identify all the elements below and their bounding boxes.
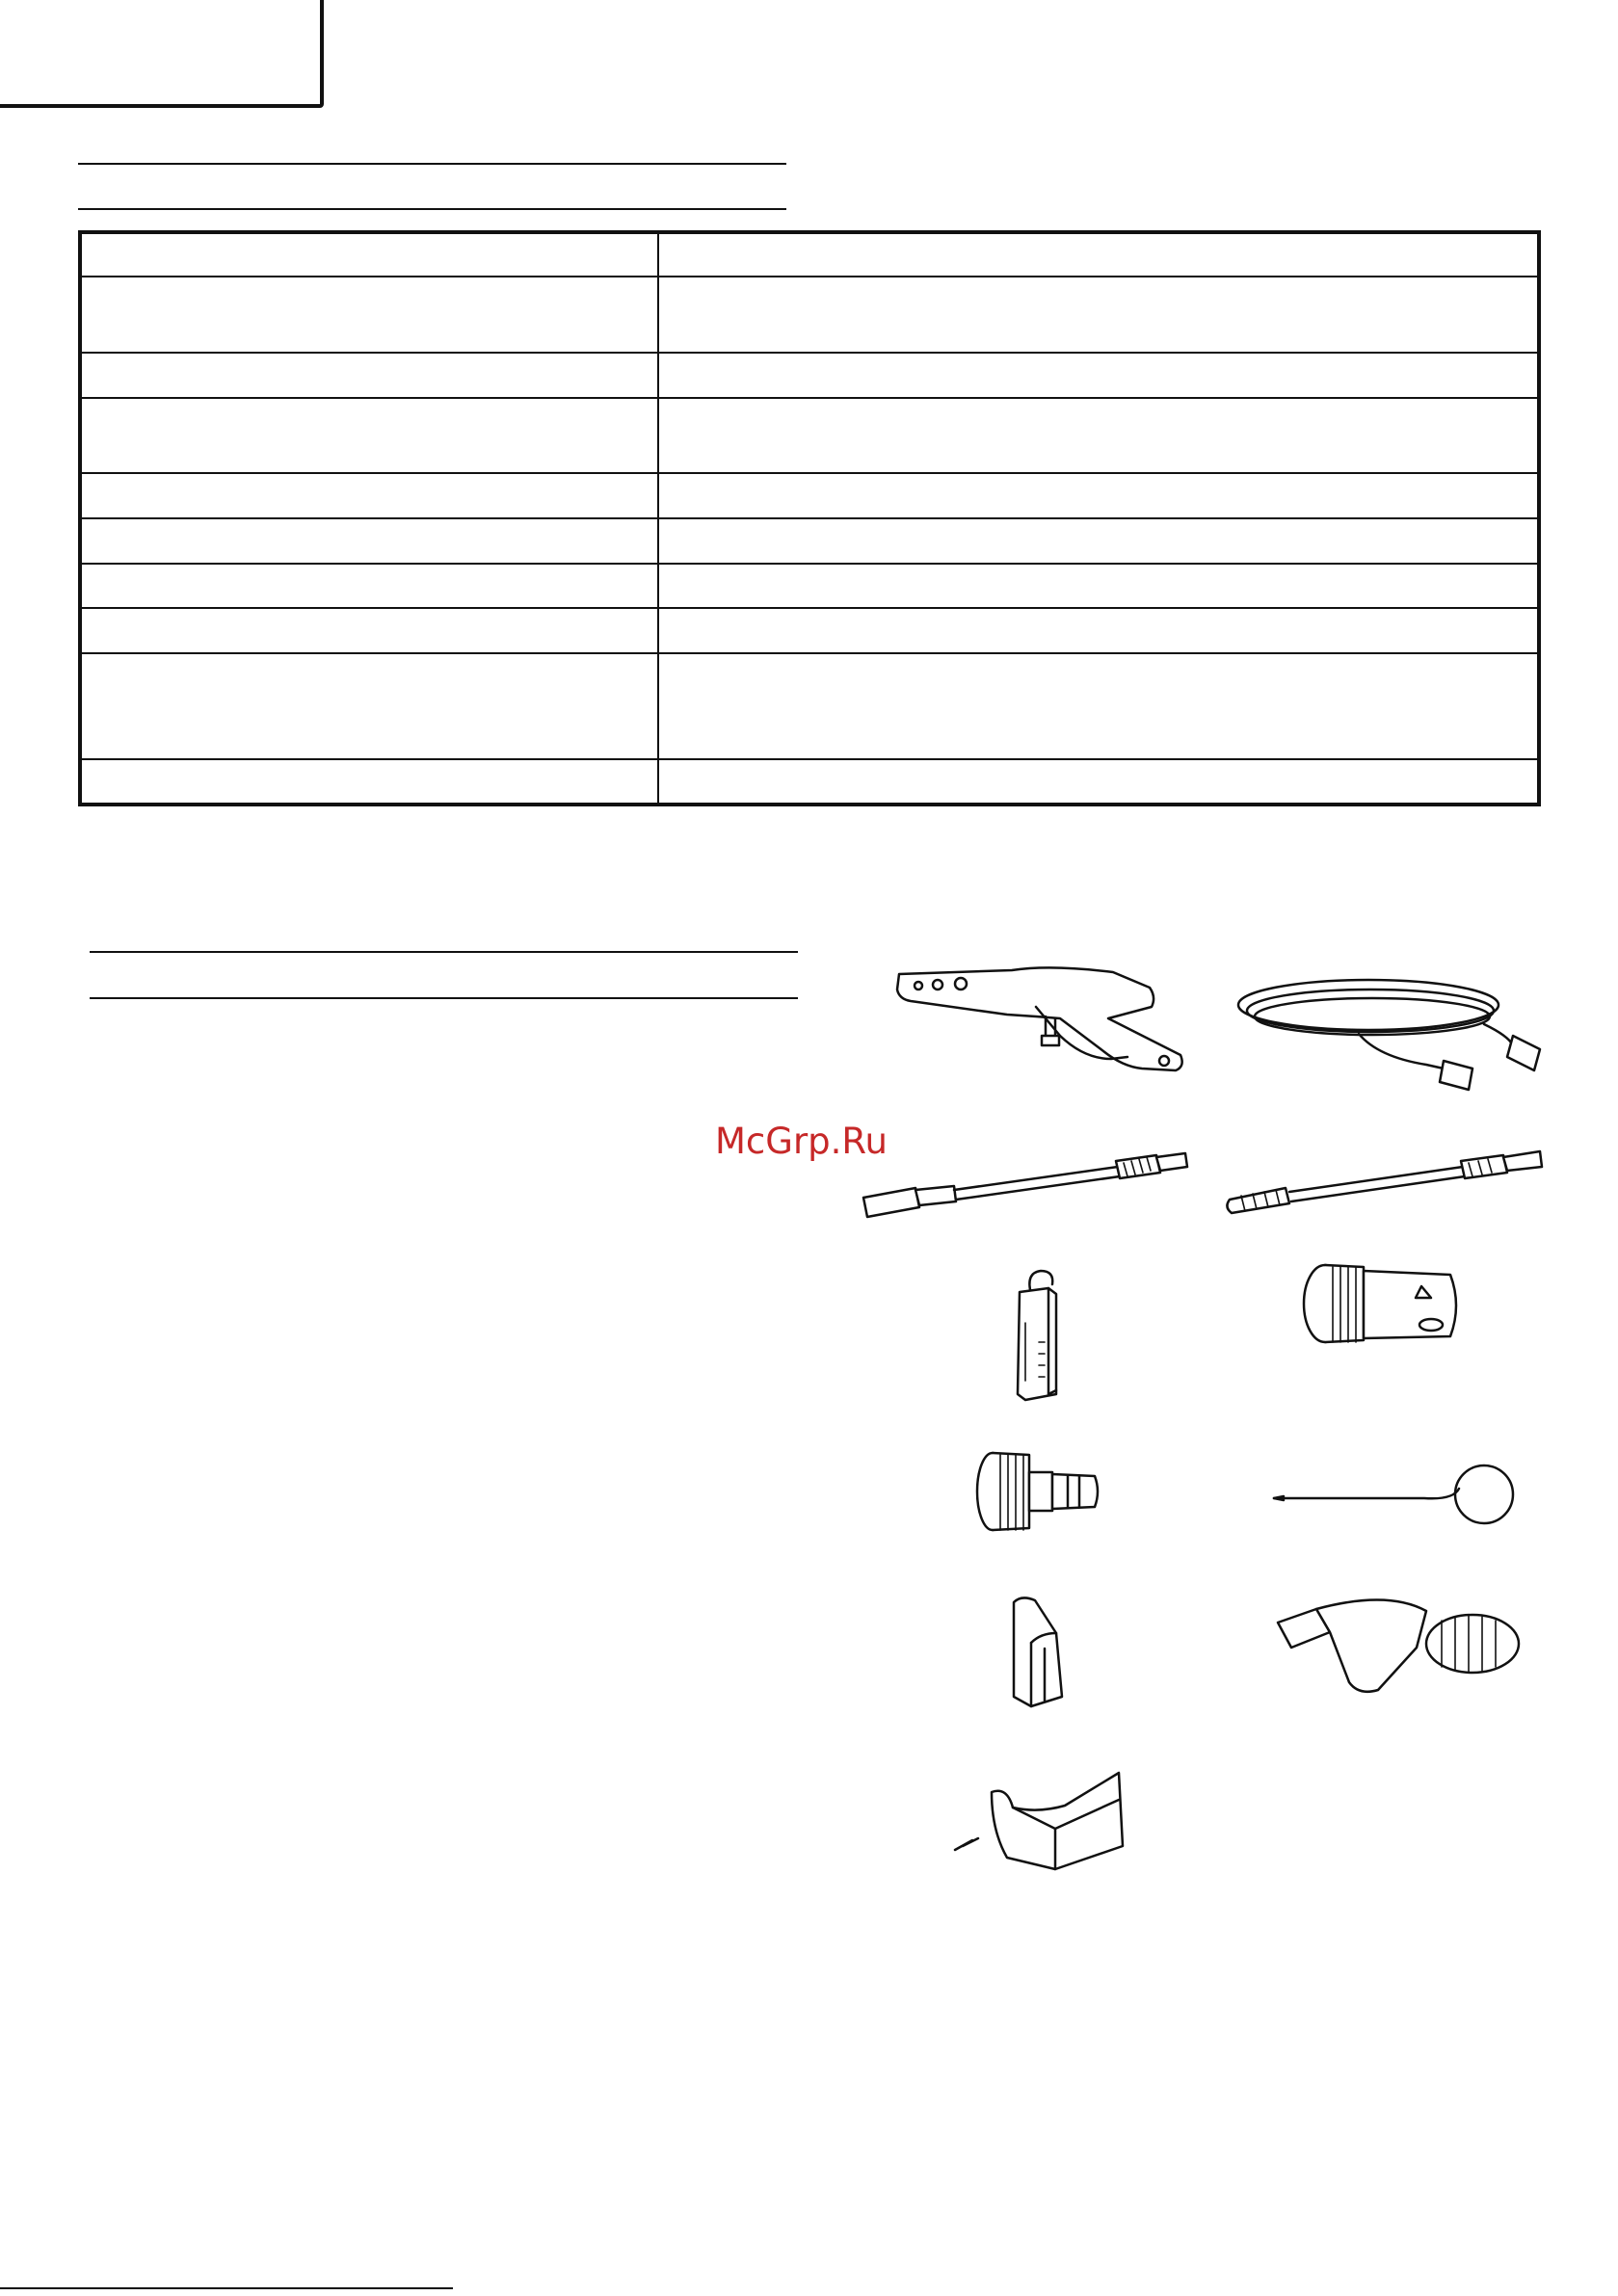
table-cell — [658, 608, 1539, 653]
table-cell — [80, 608, 658, 653]
table-row — [80, 564, 1539, 608]
table-row — [80, 353, 1539, 398]
table-row — [80, 232, 1539, 277]
lance-with-rotary-nozzle-icon — [1222, 1140, 1559, 1222]
table-cell — [658, 759, 1539, 805]
table-row — [80, 653, 1539, 759]
watermark-text: McGrp.Ru — [715, 1121, 888, 1162]
table-cell — [658, 518, 1539, 564]
table-cell — [658, 473, 1539, 518]
spray-gun-icon — [891, 959, 1185, 1074]
hose-hook-with-screw-icon — [949, 1763, 1132, 1874]
table-cell — [658, 277, 1539, 353]
table-row — [80, 473, 1539, 518]
high-pressure-hose-icon — [1233, 968, 1556, 1094]
table-cell — [80, 353, 658, 398]
accessories-rule-top — [90, 951, 798, 953]
section-rule-bottom — [78, 208, 786, 210]
lance-with-adjustable-nozzle-icon — [858, 1140, 1205, 1222]
detergent-bottle-icon — [1002, 1265, 1070, 1405]
table-cell — [80, 398, 658, 473]
table-cell — [80, 473, 658, 518]
section-rule-top — [78, 163, 786, 165]
table-cell — [658, 564, 1539, 608]
table-cell — [80, 564, 658, 608]
holder-clip-icon — [1002, 1595, 1079, 1712]
water-inlet-adapter-icon — [971, 1445, 1106, 1537]
hose-connector-icon — [1296, 1257, 1470, 1354]
table-cell — [658, 353, 1539, 398]
table-row — [80, 398, 1539, 473]
table-cell — [80, 653, 658, 759]
table-cell — [658, 232, 1539, 277]
table-row — [80, 277, 1539, 353]
specification-table — [78, 230, 1541, 806]
table-cell — [80, 759, 658, 805]
table-row — [80, 608, 1539, 653]
table-cell — [80, 232, 658, 277]
table-cell — [658, 398, 1539, 473]
page-corner-tab — [0, 0, 324, 108]
table-row — [80, 759, 1539, 805]
handle-icon — [1272, 1590, 1521, 1707]
table-cell — [658, 653, 1539, 759]
table-cell — [80, 518, 658, 564]
nozzle-cleaning-pin-icon — [1270, 1460, 1521, 1532]
footer-rule — [0, 2287, 453, 2289]
table-cell — [80, 277, 658, 353]
table-row — [80, 518, 1539, 564]
accessories-rule-bottom — [90, 997, 798, 999]
